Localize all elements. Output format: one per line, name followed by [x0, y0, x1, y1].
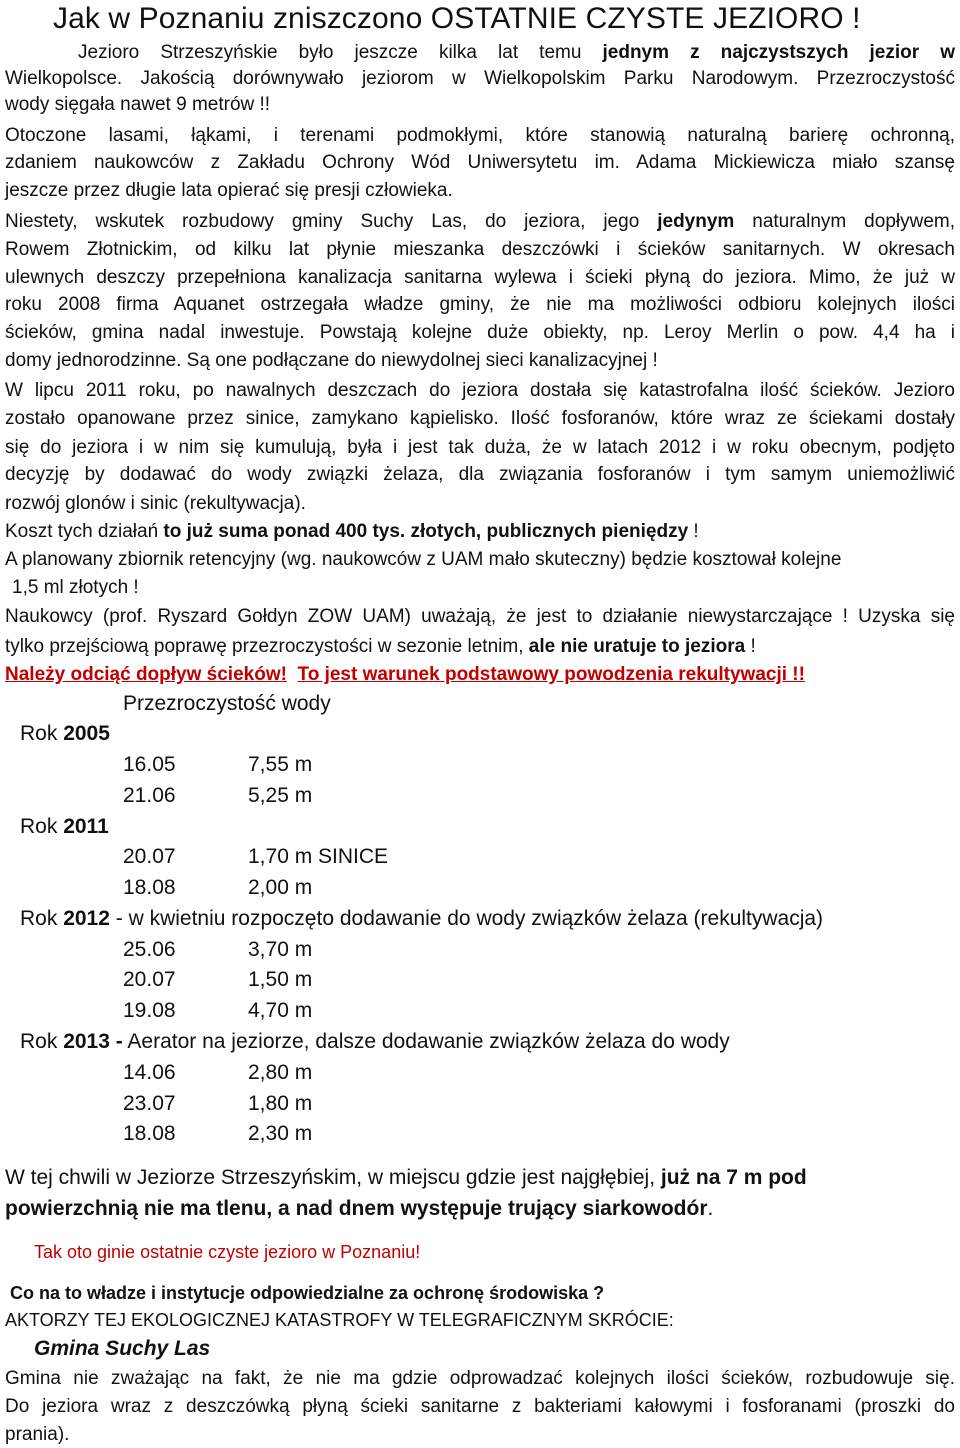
year-2012-label: Rok 2012 - w kwietniu rozpoczęto dodawanie do wody związków żelaza (rekultywacja) — [20, 907, 824, 930]
current-state-line-2: powierzchnią nie ma tlenu, a nad dnem występuje trujący siarkowodór. — [5, 1197, 714, 1220]
paragraph-3-line-1: Niestety, wskutek rozbudowy gminy Suchy Las, do jeziora, jego jedynym naturalnym dopływem, — [5, 211, 956, 232]
paragraph-3-line-4: roku 2008 firma Aquanet ostrzegała władze gminy, że nie ma możliwości odbioru kolejnych ilości — [5, 294, 955, 315]
intro-line-2: Wielkopolsce. Jakością dorównywało jeziorom w Wielkopolskim Parku Narodowym. Przezroczystość — [5, 68, 955, 89]
current-state-line-1: W tej chwili w Jeziorze Strzeszyńskim, w miejscu gdzie jest najgłębiej, już na 7 m pod — [5, 1166, 807, 1189]
gmina-line-1: Gmina nie zważając na fakt, że nie ma gdzie odprowadzać kolejnych ilości ścieków, rozbudowuje się. — [5, 1368, 955, 1389]
paragraph-2-line-1: Otoczone lasami, łąkami, i terenami podmokłymi, które stanowią naturalną barierę ochronną, — [5, 125, 955, 146]
last-lake-line: Tak oto ginie ostatnie czyste jezioro w Poznaniu! — [34, 1242, 421, 1262]
cost-line: Koszt tych działań to już suma ponad 400 tys. złotych, publicznych pieniędzy ! — [5, 521, 699, 542]
paragraph-3-line-2: Rowem Złotnickim, od kilku lat płynie mieszanka deszczówki i ścieków sanitarnych. W okresach — [5, 239, 955, 260]
year-2013-label: Rok 2013 - Aerator na jeziorze, dalsze dodawanie związków żelaza do wody — [20, 1030, 730, 1053]
reservoir-line-2: 1,5 ml złotych ! — [12, 577, 139, 598]
reservoir-line-1: A planowany zbiornik retencyjny (wg. naukowców z UAM mało skuteczny) będzie kosztował kolejne — [5, 549, 842, 570]
paragraph-4-line-4: decyzję by dodawać do wody związki żelaza, dla związania fosforanów i tym samym uniemożliwić — [5, 464, 955, 485]
paragraph-3-line-6: domy jednorodzinne. Są one podłączane do niewydolnej sieci kanalizacyjnej ! — [5, 350, 658, 371]
intro-line-1: Jezioro Strzeszyńskie było jeszcze kilka lat temu jednym z najczystszych jezior w — [78, 42, 955, 63]
intro-line-3: wody sięgała nawet 9 metrów !! — [5, 94, 271, 115]
paragraph-4-line-3: się do jeziora i w nim się kumulują, była i jest tak duża, że w latach 2012 i w roku obecnym, podjęto — [5, 437, 955, 458]
paragraph-3-line-5: ścieków, gmina nadal inwestuje. Powstają kolejne duże obiekty, np. Leroy Merlin o pow. 4,4 ha i — [5, 322, 955, 343]
paragraph-2-line-3: jeszcze przez długie lata opierać się presji człowieka. — [5, 180, 453, 201]
gmina-line-3: prania). — [5, 1424, 70, 1445]
paragraph-4-line-2: zostało opanowane przez sinice, zamykano kąpielisko. Ilość fosforanów, które wraz ze ściekami dostały — [5, 408, 955, 429]
paragraph-2-line-2: zdaniem naukowców z Zakładu Ochrony Wód Uniwersytetu im. Adama Mickiewicza miało szansę — [5, 152, 955, 173]
gmina-line-2: Do jeziora wraz z deszczówką płyną ścieki sanitarne z bakteriami kałowymi i fosforanami (proszki do — [5, 1396, 955, 1417]
paragraph-3-line-3: ulewnych deszczy przepełniona kanalizacja sanitarna wylewa i ścieki płyną do jeziora. Mimo, że już w — [5, 267, 955, 288]
scientists-line-2: tylko przejściową poprawę przezroczystości w sezonie letnim, ale nie uratuje to jeziora ! — [5, 636, 756, 657]
year-2005-label: Rok 2005 — [20, 722, 110, 745]
paragraph-4-line-1: W lipcu 2011 roku, po nawalnych deszczach do jeziora dostała się katastrofalna ilość ścieków. Jezioro — [5, 380, 955, 401]
question-line: Co na to władze i instytucje odpowiedzialne za ochronę środowiska ? — [10, 1283, 605, 1303]
scientists-line-1: Naukowcy (prof. Ryszard Gołdyn ZOW UAM) uważają, że jest to działanie niewystarczające ! Uzyska się — [5, 606, 955, 627]
actors-line: AKTORZY TEJ EKOLOGICZNEJ KATASTROFY W TELEGRAFICZNYM SKRÓCIE: — [5, 1310, 674, 1330]
year-2011-label: Rok 2011 — [20, 815, 109, 838]
transparency-heading: Przezroczystość wody — [123, 692, 331, 715]
gmina-heading: Gmina Suchy Las — [34, 1337, 211, 1360]
warning-line: Należy odciąć dopływ ścieków! To jest warunek podstawowy powodzenia rekultywacji !! — [5, 664, 805, 685]
paragraph-4-line-5: rozwój glonów i sinic (rekultywacja). — [5, 493, 306, 514]
page-title: Jak w Poznaniu zniszczono OSTATNIE CZYSTE JEZIORO ! — [53, 2, 861, 35]
